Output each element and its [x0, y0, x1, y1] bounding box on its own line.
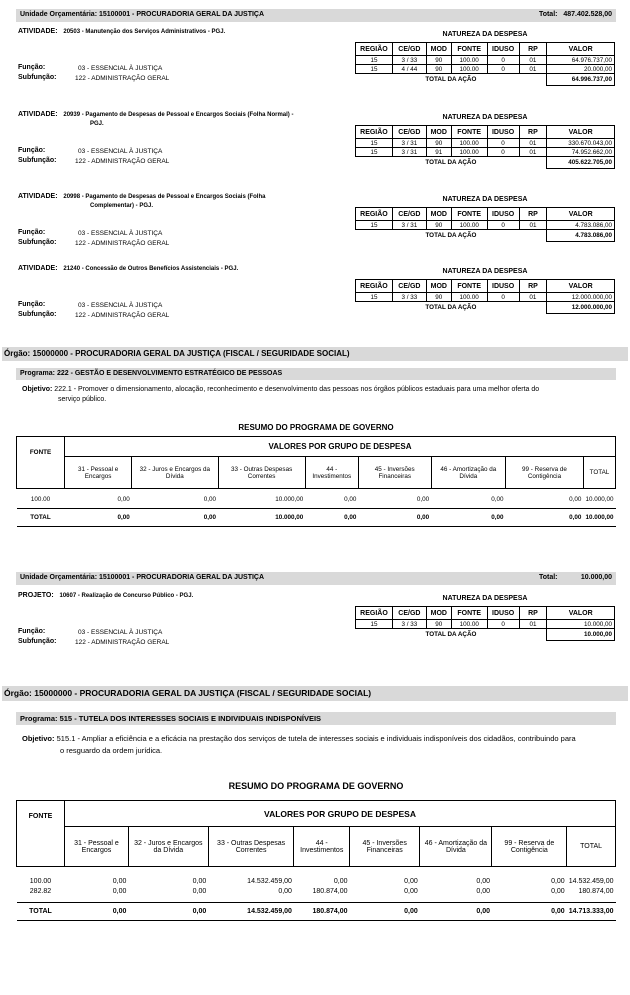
table-row: 100.00 0,00 0,00 10.000,00 0,00 0,00 0,00 0,00 10.000,00: [30, 496, 614, 503]
table-row: 15 3 / 31 91 100.00 0 01 74.952.662,00: [356, 148, 615, 157]
col-header: VALOR: [547, 280, 615, 293]
table-row: 15 3 / 33 90 100.00 0 01 64.976.737,00: [356, 56, 615, 65]
funcao-value: 03 - ESSENCIAL À JUSTIÇA: [78, 148, 163, 155]
col-header: 33 - Outras Despesas Correntes: [218, 457, 305, 489]
total-row: TOTAL 0,00 0,00 14.532.459,00 180.874,00 0,00 0,00 0,00 14.713.333,00: [17, 903, 616, 921]
subfuncao-label: Subfunção:: [18, 239, 57, 246]
col-header: VALOR: [547, 43, 615, 56]
subfuncao-value: 122 - ADMINISTRAÇÃO GERAL: [75, 240, 170, 247]
col-header: 46 - Amortização da Dívida: [431, 457, 505, 489]
atividade-header: PROJETO: 10607 - Realização de Concurso Público - PGJ.: [18, 592, 194, 599]
fonte-header: FONTE: [17, 437, 65, 489]
table-row: 15 4 / 44 90 100.00 0 01 20.000,00: [356, 65, 615, 74]
table-row: 100.00 0,00 0,00 14.532.459,00 0,00 0,00 0,00 0,00 14.532.459,00: [29, 878, 614, 885]
col-header: 32 - Juros e Encargos da Dívida: [128, 827, 208, 867]
col-header: 31 - Pessoal e Encargos: [65, 827, 129, 867]
subfuncao-label: Subfunção:: [18, 157, 57, 164]
col-header: IDUSO: [487, 208, 519, 221]
col-header: 44 - Investimentos: [294, 827, 350, 867]
funcao-label: Função:: [18, 628, 46, 635]
table-row: 15 3 / 31 90 100.00 0 01 4.783.086,00: [356, 221, 615, 230]
natureza-table: [355, 125, 615, 169]
col-header: CE/GD: [392, 208, 426, 221]
funcao-value: 03 - ESSENCIAL À JUSTIÇA: [78, 302, 163, 309]
funcao-label: Função:: [18, 301, 46, 308]
col-header: CE/GD: [392, 43, 426, 56]
objetivo: Objetivo: 222.1 - Promover o dimensionamento, alocação, reconhecimento e desenvolvimento das pessoas nos órgãos públicos estaduais para uma melhor oferta do serviço público.: [22, 386, 540, 403]
col-header: 99 - Reserva de Contigência: [506, 457, 584, 489]
col-header: VALOR: [547, 208, 615, 221]
funcao-label: Função:: [18, 147, 46, 154]
col-header: 45 - Inversões Financeiras: [358, 457, 431, 489]
unidade-bar: [16, 9, 616, 22]
col-header: IDUSO: [487, 280, 519, 293]
table-row: 15 3 / 33 90 100.00 0 01 12.000.000,00: [356, 293, 615, 302]
natureza-table: [355, 606, 615, 641]
col-header: TOTAL: [567, 827, 616, 867]
col-header: REGIÃO: [356, 607, 393, 620]
subfuncao-label: Subfunção:: [18, 638, 57, 645]
col-header: MOD: [426, 43, 451, 56]
col-header: MOD: [426, 126, 451, 139]
col-header: 32 - Juros e Encargos da Dívida: [132, 457, 218, 489]
funcao-value: 03 - ESSENCIAL À JUSTIÇA: [78, 629, 163, 636]
programa-bar-2: Programa: 515 - TUTELA DOS INTERESSES SOCIAIS E INDIVIDUAIS INDISPONÍVEIS: [16, 712, 616, 725]
col-header: CE/GD: [392, 280, 426, 293]
col-header: RP: [519, 280, 547, 293]
col-header: TOTAL: [583, 457, 615, 489]
col-header: 99 - Reserva de Contigência: [492, 827, 567, 867]
col-header: VALOR: [547, 607, 615, 620]
col-header: MOD: [426, 607, 451, 620]
funcao-value: 03 - ESSENCIAL À JUSTIÇA: [78, 230, 163, 237]
unidade-total: Total: 487.402.528,00: [538, 11, 612, 18]
unidade-bar-2: Unidade Orçamentária: 15100001 - PROCURADORIA GERAL DA JUSTIÇA Total: 10.000,00: [16, 572, 616, 585]
total-row: TOTAL DA AÇÃO 12.000.000,00: [356, 302, 615, 314]
col-header: 44 - Investimentos: [305, 457, 358, 489]
orgao-bar: Órgão: 15000000 - PROCURADORIA GERAL DA JUSTIÇA (FISCAL / SEGURIDADE SOCIAL): [2, 347, 628, 361]
table-row: 282.82 0,00 0,00 0,00 180.874,00 0,00 0,00 0,00 180.874,00: [29, 888, 614, 895]
natureza-header: NATUREZA DA DESPESA: [442, 268, 528, 275]
atividade-header: ATIVIDADE: 21240 - Concessão de Outros Benefícios Assistenciais - PGJ.: [18, 265, 239, 272]
col-header: 45 - Inversões Financeiras: [350, 827, 420, 867]
col-header: REGIÃO: [356, 126, 393, 139]
table-row: 15 3 / 31 90 100.00 0 01 330.670.043,00: [356, 139, 615, 148]
atividade-header: ATIVIDADE: 20939 - Pagamento de Despesas de Pessoal e Encargos Sociais (Folha Normal) -: [18, 111, 294, 118]
subfuncao-value: 122 - ADMINISTRAÇÃO GERAL: [75, 75, 170, 82]
total-row: TOTAL 0,00 0,00 10.000,00 0,00 0,00 0,00 0,00 10.000,00: [17, 509, 616, 527]
funcao-value: 03 - ESSENCIAL À JUSTIÇA: [78, 65, 163, 72]
natureza-table: [355, 207, 615, 242]
col-header: RP: [519, 126, 547, 139]
col-header: MOD: [426, 208, 451, 221]
total-row: TOTAL DA AÇÃO 64.996.737,00: [356, 74, 615, 86]
col-header: RP: [519, 607, 547, 620]
resumo-table-2: [16, 800, 616, 921]
total-row: TOTAL DA AÇÃO 4.783.086,00: [356, 230, 615, 242]
col-header: 33 - Outras Despesas Correntes: [208, 827, 294, 867]
col-header: IDUSO: [487, 43, 519, 56]
natureza-header: NATUREZA DA DESPESA: [442, 196, 528, 203]
unidade-label: Unidade Orçamentária: 15100001 - PROCURADORIA GERAL DA JUSTIÇA: [20, 11, 265, 18]
natureza-header: NATUREZA DA DESPESA: [442, 31, 528, 38]
col-header: REGIÃO: [356, 280, 393, 293]
col-header: REGIÃO: [356, 208, 393, 221]
col-header: IDUSO: [487, 126, 519, 139]
col-header: RP: [519, 208, 547, 221]
natureza-table: [355, 279, 615, 314]
programa-bar: Programa: 222 - GESTÃO E DESENVOLVIMENTO ESTRATÉGICO DE PESSOAS: [16, 368, 616, 380]
col-header: MOD: [426, 280, 451, 293]
col-header: FONTE: [451, 208, 487, 221]
resumo-title-2: RESUMO DO PROGRAMA DE GOVERNO: [228, 781, 404, 791]
funcao-label: Função:: [18, 229, 46, 236]
col-header: FONTE: [451, 43, 487, 56]
atividade-header: ATIVIDADE: 20998 - Pagamento de Despesas de Pessoal e Encargos Sociais (Folha: [18, 193, 266, 200]
subfuncao-value: 122 - ADMINISTRAÇÃO GERAL: [75, 158, 170, 165]
resumo-title: RESUMO DO PROGRAMA DE GOVERNO: [238, 423, 394, 432]
col-header: REGIÃO: [356, 43, 393, 56]
col-header: FONTE: [451, 607, 487, 620]
col-header: RP: [519, 43, 547, 56]
col-header: FONTE: [451, 280, 487, 293]
atividade-header: ATIVIDADE: 20503 - Manutenção dos Serviços Administrativos - PGJ.: [18, 28, 226, 35]
col-header: 46 - Amortização da Dívida: [420, 827, 492, 867]
col-header: VALOR: [547, 126, 615, 139]
objetivo-2: Objetivo: 515.1 - Ampliar a eficiência e a eficácia na prestação dos serviços de tutela de interesses sociais e individuais indisponíveis dos cidadãos, contribuindo para o resguardo da ordem jurídica.: [22, 734, 576, 755]
natureza-table: [355, 42, 615, 86]
col-header: CE/GD: [392, 126, 426, 139]
table-row: 15 3 / 33 90 100.00 0 01 10.000,00: [356, 620, 615, 629]
grupo-header: VALORES POR GRUPO DE DESPESA: [65, 801, 616, 827]
grupo-header: VALORES POR GRUPO DE DESPESA: [65, 437, 616, 457]
orgao-bar-2: Órgão: 15000000 - PROCURADORIA GERAL DA JUSTIÇA (FISCAL / SEGURIDADE SOCIAL): [2, 686, 628, 701]
funcao-label: Função:: [18, 64, 46, 71]
col-header: FONTE: [451, 126, 487, 139]
natureza-header: NATUREZA DA DESPESA: [442, 595, 528, 602]
resumo-table: [16, 436, 616, 527]
subfuncao-value: 122 - ADMINISTRAÇÃO GERAL: [75, 639, 170, 646]
subfuncao-label: Subfunção:: [18, 311, 57, 318]
subfuncao-value: 122 - ADMINISTRAÇÃO GERAL: [75, 312, 170, 319]
natureza-header: NATUREZA DA DESPESA: [442, 114, 528, 121]
subfuncao-label: Subfunção:: [18, 74, 57, 81]
col-header: IDUSO: [487, 607, 519, 620]
total-row: TOTAL DA AÇÃO 10.000,00: [356, 629, 615, 641]
col-header: CE/GD: [392, 607, 426, 620]
total-row: TOTAL DA AÇÃO 405.622.705,00: [356, 157, 615, 169]
fonte-header: FONTE: [17, 801, 65, 867]
col-header: 31 - Pessoal e Encargos: [65, 457, 132, 489]
